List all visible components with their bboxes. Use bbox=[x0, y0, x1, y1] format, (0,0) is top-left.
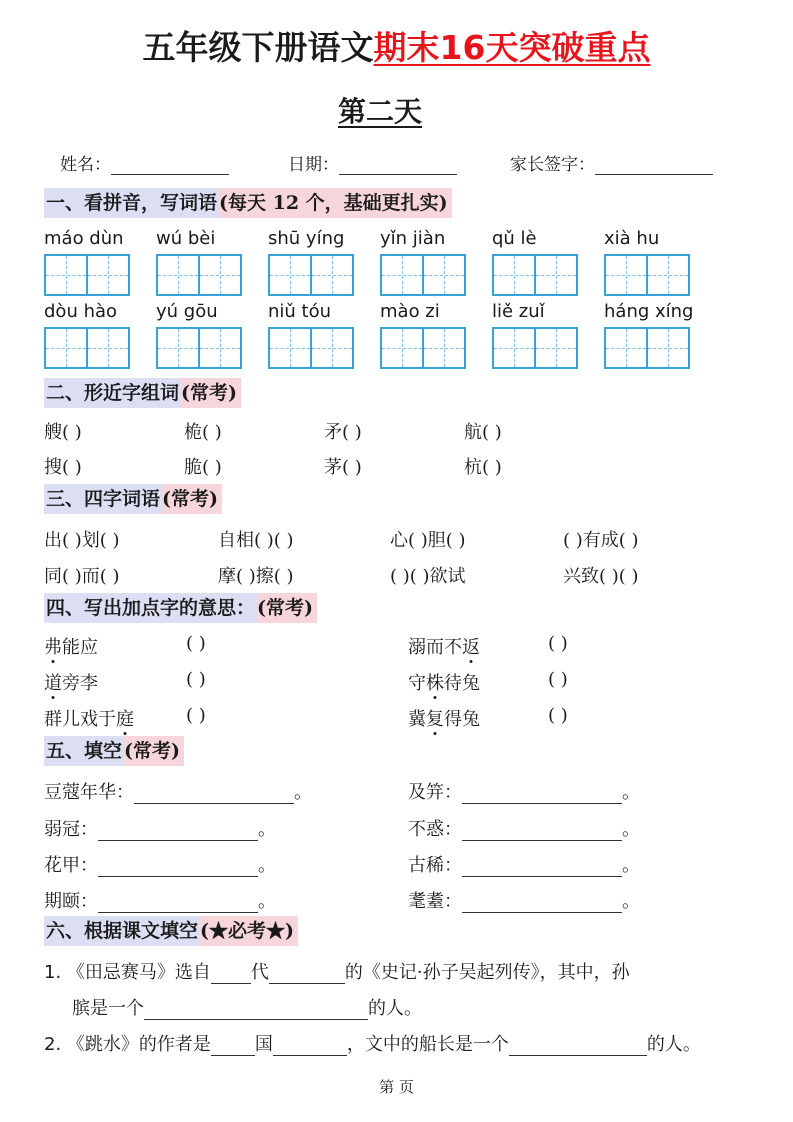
title-highlight: 期末16天突破重点 bbox=[373, 28, 651, 67]
sign-blank[interactable] bbox=[595, 159, 713, 175]
section-1-title: 一、看拼音，写词语 bbox=[44, 188, 219, 218]
tianzige-cell[interactable] bbox=[270, 256, 310, 294]
s5-item bbox=[44, 815, 276, 841]
s5-item bbox=[44, 887, 276, 913]
s4-word bbox=[408, 705, 480, 731]
tianzige-cell[interactable] bbox=[86, 256, 128, 294]
s5-period: 。 bbox=[258, 855, 276, 876]
s5-label: 豆蔻年华： bbox=[44, 782, 134, 803]
s4-answer-paren[interactable]: ( ) bbox=[548, 669, 568, 690]
section-4-heading bbox=[44, 593, 317, 623]
section-1-heading bbox=[44, 188, 452, 218]
tianzige-box[interactable] bbox=[492, 254, 578, 296]
s5-item bbox=[408, 778, 640, 804]
s5-label: 及笄： bbox=[408, 782, 462, 803]
word-character: 儿 bbox=[62, 709, 80, 730]
tianzige-cell[interactable] bbox=[606, 329, 646, 367]
q2-text-c: ，文中的船长是一个 bbox=[346, 1034, 509, 1055]
pinyin-label: qǔ lè bbox=[492, 228, 537, 249]
word-character: 守 bbox=[408, 673, 426, 694]
s5-period: 。 bbox=[258, 819, 276, 840]
tianzige-cell[interactable] bbox=[646, 256, 688, 294]
s5-blank[interactable] bbox=[462, 859, 622, 877]
word-character: 应 bbox=[80, 637, 98, 658]
s5-period: 。 bbox=[622, 782, 640, 803]
pinyin-label: niǔ tóu bbox=[268, 301, 332, 322]
word-character: 李 bbox=[80, 673, 98, 694]
s5-blank[interactable] bbox=[462, 823, 622, 841]
q1-blank-trait[interactable] bbox=[144, 1002, 368, 1020]
pinyin-label: xià hu bbox=[604, 228, 660, 249]
pinyin-label: háng xíng bbox=[604, 301, 694, 322]
s2-item[interactable]: 脆( ) bbox=[184, 457, 222, 478]
s4-answer-paren[interactable]: ( ) bbox=[186, 633, 206, 654]
dotted-character: 弗 bbox=[44, 633, 62, 659]
s5-item bbox=[44, 851, 276, 877]
s5-label: 期颐： bbox=[44, 891, 98, 912]
s3-item[interactable]: 出( )划( ) bbox=[44, 530, 120, 551]
sign-label: 家长签字： bbox=[510, 155, 595, 175]
tianzige-cell[interactable] bbox=[86, 329, 128, 367]
s4-word bbox=[44, 705, 134, 731]
section-6-heading bbox=[44, 916, 298, 946]
tianzige-cell[interactable] bbox=[422, 329, 464, 367]
q1-blank-dynasty[interactable] bbox=[211, 966, 251, 984]
name-field[interactable] bbox=[60, 150, 229, 175]
tianzige-box[interactable] bbox=[604, 327, 690, 369]
title-main: 五年级下册语文 bbox=[142, 28, 374, 67]
tianzige-box[interactable] bbox=[268, 254, 354, 296]
tianzige-cell[interactable] bbox=[46, 329, 86, 367]
pinyin-label: máo dùn bbox=[44, 228, 124, 249]
tianzige-box[interactable] bbox=[380, 254, 466, 296]
s5-period: 。 bbox=[258, 891, 276, 912]
tianzige-cell[interactable] bbox=[198, 256, 240, 294]
s4-word bbox=[44, 633, 98, 659]
question-1-line1 bbox=[44, 958, 630, 984]
s4-answer-paren[interactable]: ( ) bbox=[548, 633, 568, 654]
s5-label: 耄耋： bbox=[408, 891, 462, 912]
q2-number: 2. bbox=[44, 1034, 62, 1055]
pinyin-label: yǐn jiàn bbox=[380, 228, 446, 249]
s5-blank[interactable] bbox=[134, 786, 294, 804]
s5-period: 。 bbox=[622, 855, 640, 876]
tianzige-cell[interactable] bbox=[646, 329, 688, 367]
tianzige-box[interactable] bbox=[380, 327, 466, 369]
s3-item[interactable]: 心( )胆( ) bbox=[390, 530, 466, 551]
s5-label: 古稀： bbox=[408, 855, 462, 876]
s5-label: 不惑： bbox=[408, 819, 462, 840]
dotted-character: 返 bbox=[462, 633, 480, 659]
s5-blank[interactable] bbox=[462, 786, 622, 804]
section-3-tag: (常考) bbox=[162, 484, 222, 514]
pinyin-label: shū yíng bbox=[268, 228, 345, 249]
tianzige-cell[interactable] bbox=[534, 329, 576, 367]
tianzige-box[interactable] bbox=[492, 327, 578, 369]
s5-blank[interactable] bbox=[98, 823, 258, 841]
pinyin-label: wú bèi bbox=[156, 228, 216, 249]
tianzige-cell[interactable] bbox=[310, 329, 352, 367]
tianzige-cell[interactable] bbox=[158, 329, 198, 367]
word-character: 冀 bbox=[408, 709, 426, 730]
s5-label: 花甲： bbox=[44, 855, 98, 876]
name-label: 姓名： bbox=[60, 155, 111, 175]
pinyin-label: liě zuǐ bbox=[492, 301, 545, 322]
word-character: 戏 bbox=[80, 709, 98, 730]
s3-item[interactable]: 摩( )擦( ) bbox=[218, 566, 294, 587]
tianzige-cell[interactable] bbox=[382, 329, 422, 367]
section-2-title: 二、形近字组词 bbox=[44, 378, 181, 408]
tianzige-cell[interactable] bbox=[270, 329, 310, 367]
s2-item[interactable]: 桅( ) bbox=[184, 422, 222, 443]
s3-item[interactable]: ( )( )欲试 bbox=[390, 566, 466, 587]
q1-text-e: 的人。 bbox=[368, 998, 422, 1019]
page-footer: 第 页 bbox=[379, 1078, 414, 1096]
section-3-title: 三、四字词语 bbox=[44, 484, 162, 514]
section-2-heading bbox=[44, 378, 241, 408]
dotted-character: 庭 bbox=[116, 705, 134, 731]
question-1-line2 bbox=[72, 994, 422, 1020]
section-5-heading bbox=[44, 736, 184, 766]
q1-number: 1. bbox=[44, 962, 62, 983]
tianzige-box[interactable] bbox=[268, 327, 354, 369]
section-5-title: 五、填空 bbox=[44, 736, 124, 766]
s4-word bbox=[44, 669, 98, 695]
section-6-title: 六、根据课文填空 bbox=[44, 916, 200, 946]
s3-item[interactable]: 同( )而( ) bbox=[44, 566, 120, 587]
s5-period: 。 bbox=[622, 819, 640, 840]
dotted-character: 道 bbox=[44, 669, 62, 695]
s5-item bbox=[408, 851, 640, 877]
q2-blank-trait[interactable] bbox=[509, 1038, 647, 1056]
tianzige-cell[interactable] bbox=[198, 329, 240, 367]
word-character: 于 bbox=[98, 709, 116, 730]
day-subtitle: 第二天 bbox=[337, 95, 422, 128]
s2-item[interactable]: 茅( ) bbox=[324, 457, 362, 478]
word-character: 旁 bbox=[62, 673, 80, 694]
page-title bbox=[0, 26, 793, 70]
section-3-heading bbox=[44, 484, 222, 514]
pinyin-label: yú gōu bbox=[156, 301, 218, 322]
sign-field[interactable] bbox=[510, 150, 713, 175]
s5-item bbox=[44, 778, 312, 804]
date-field[interactable] bbox=[288, 150, 457, 175]
s5-label: 弱冠： bbox=[44, 819, 98, 840]
word-character: 兔 bbox=[462, 673, 480, 694]
s4-word bbox=[408, 633, 480, 659]
word-character: 兔 bbox=[462, 709, 480, 730]
tianzige-cell[interactable] bbox=[534, 256, 576, 294]
s5-period: 。 bbox=[622, 891, 640, 912]
name-blank[interactable] bbox=[111, 159, 229, 175]
tianzige-cell[interactable] bbox=[494, 256, 534, 294]
s4-answer-paren[interactable]: ( ) bbox=[186, 705, 206, 726]
s5-blank[interactable] bbox=[98, 859, 258, 877]
section-4-title: 四、写出加点字的意思： bbox=[44, 593, 257, 623]
section-6-tag: (★必考★) bbox=[200, 916, 298, 946]
section-2-tag: (常考) bbox=[181, 378, 241, 408]
date-label: 日期： bbox=[288, 155, 339, 175]
s2-item[interactable]: 矛( ) bbox=[324, 422, 362, 443]
tianzige-box[interactable] bbox=[604, 254, 690, 296]
section-5-tag: (常考) bbox=[124, 736, 184, 766]
tianzige-box[interactable] bbox=[156, 254, 242, 296]
question-2 bbox=[44, 1030, 701, 1056]
dotted-character: 株 bbox=[426, 669, 444, 695]
tianzige-cell[interactable] bbox=[494, 329, 534, 367]
tianzige-box[interactable] bbox=[44, 327, 130, 369]
word-character: 能 bbox=[62, 637, 80, 658]
tianzige-cell[interactable] bbox=[422, 256, 464, 294]
q2-text-a: 《跳水》的作者是 bbox=[66, 1034, 211, 1055]
s3-item[interactable]: 兴致( )( ) bbox=[563, 566, 639, 587]
s4-word bbox=[408, 669, 480, 695]
s2-item[interactable]: 艘( ) bbox=[44, 422, 82, 443]
pinyin-label: dòu hào bbox=[44, 301, 118, 322]
word-character: 而 bbox=[426, 637, 444, 658]
s4-answer-paren[interactable]: ( ) bbox=[548, 705, 568, 726]
q1-text-c: 的《史记·孙子吴起列传》，其中，孙 bbox=[344, 962, 630, 983]
q2-text-b: 国 bbox=[254, 1034, 273, 1055]
s3-item[interactable]: ( )有成( ) bbox=[563, 530, 639, 551]
word-character: 得 bbox=[444, 709, 462, 730]
tianzige-cell[interactable] bbox=[310, 256, 352, 294]
s5-period: 。 bbox=[294, 782, 312, 803]
s2-item[interactable]: 航( ) bbox=[464, 422, 502, 443]
s2-item[interactable]: 搜( ) bbox=[44, 457, 82, 478]
dotted-character: 复 bbox=[426, 705, 444, 731]
q1-text-d: 膑是一个 bbox=[72, 998, 144, 1019]
s5-blank[interactable] bbox=[98, 895, 258, 913]
date-blank[interactable] bbox=[339, 159, 457, 175]
s3-item[interactable]: 自相( )( ) bbox=[218, 530, 294, 551]
word-character: 不 bbox=[444, 637, 462, 658]
tianzige-box[interactable] bbox=[156, 327, 242, 369]
word-character: 待 bbox=[444, 673, 462, 694]
s2-item[interactable]: 杭( ) bbox=[464, 457, 502, 478]
tianzige-cell[interactable] bbox=[158, 256, 198, 294]
s5-item bbox=[408, 815, 640, 841]
tianzige-cell[interactable] bbox=[382, 256, 422, 294]
tianzige-box[interactable] bbox=[44, 254, 130, 296]
q2-blank-country[interactable] bbox=[211, 1038, 255, 1056]
pinyin-label: mào zi bbox=[380, 301, 440, 322]
word-character: 群 bbox=[44, 709, 62, 730]
section-1-tag: (每天 12 个，基础更扎实) bbox=[219, 188, 452, 218]
word-character: 溺 bbox=[408, 637, 426, 658]
q2-blank-author[interactable] bbox=[273, 1038, 347, 1056]
q1-text-a: 《田忌赛马》选自 bbox=[66, 962, 211, 983]
s4-answer-paren[interactable]: ( ) bbox=[186, 669, 206, 690]
tianzige-cell[interactable] bbox=[46, 256, 86, 294]
q1-blank-author[interactable] bbox=[269, 966, 345, 984]
section-4-tag: (常考) bbox=[257, 593, 317, 623]
q2-text-d: 的人。 bbox=[646, 1034, 701, 1055]
q1-text-b: 代 bbox=[250, 962, 269, 983]
s5-blank[interactable] bbox=[462, 895, 622, 913]
tianzige-cell[interactable] bbox=[606, 256, 646, 294]
s5-item bbox=[408, 887, 640, 913]
